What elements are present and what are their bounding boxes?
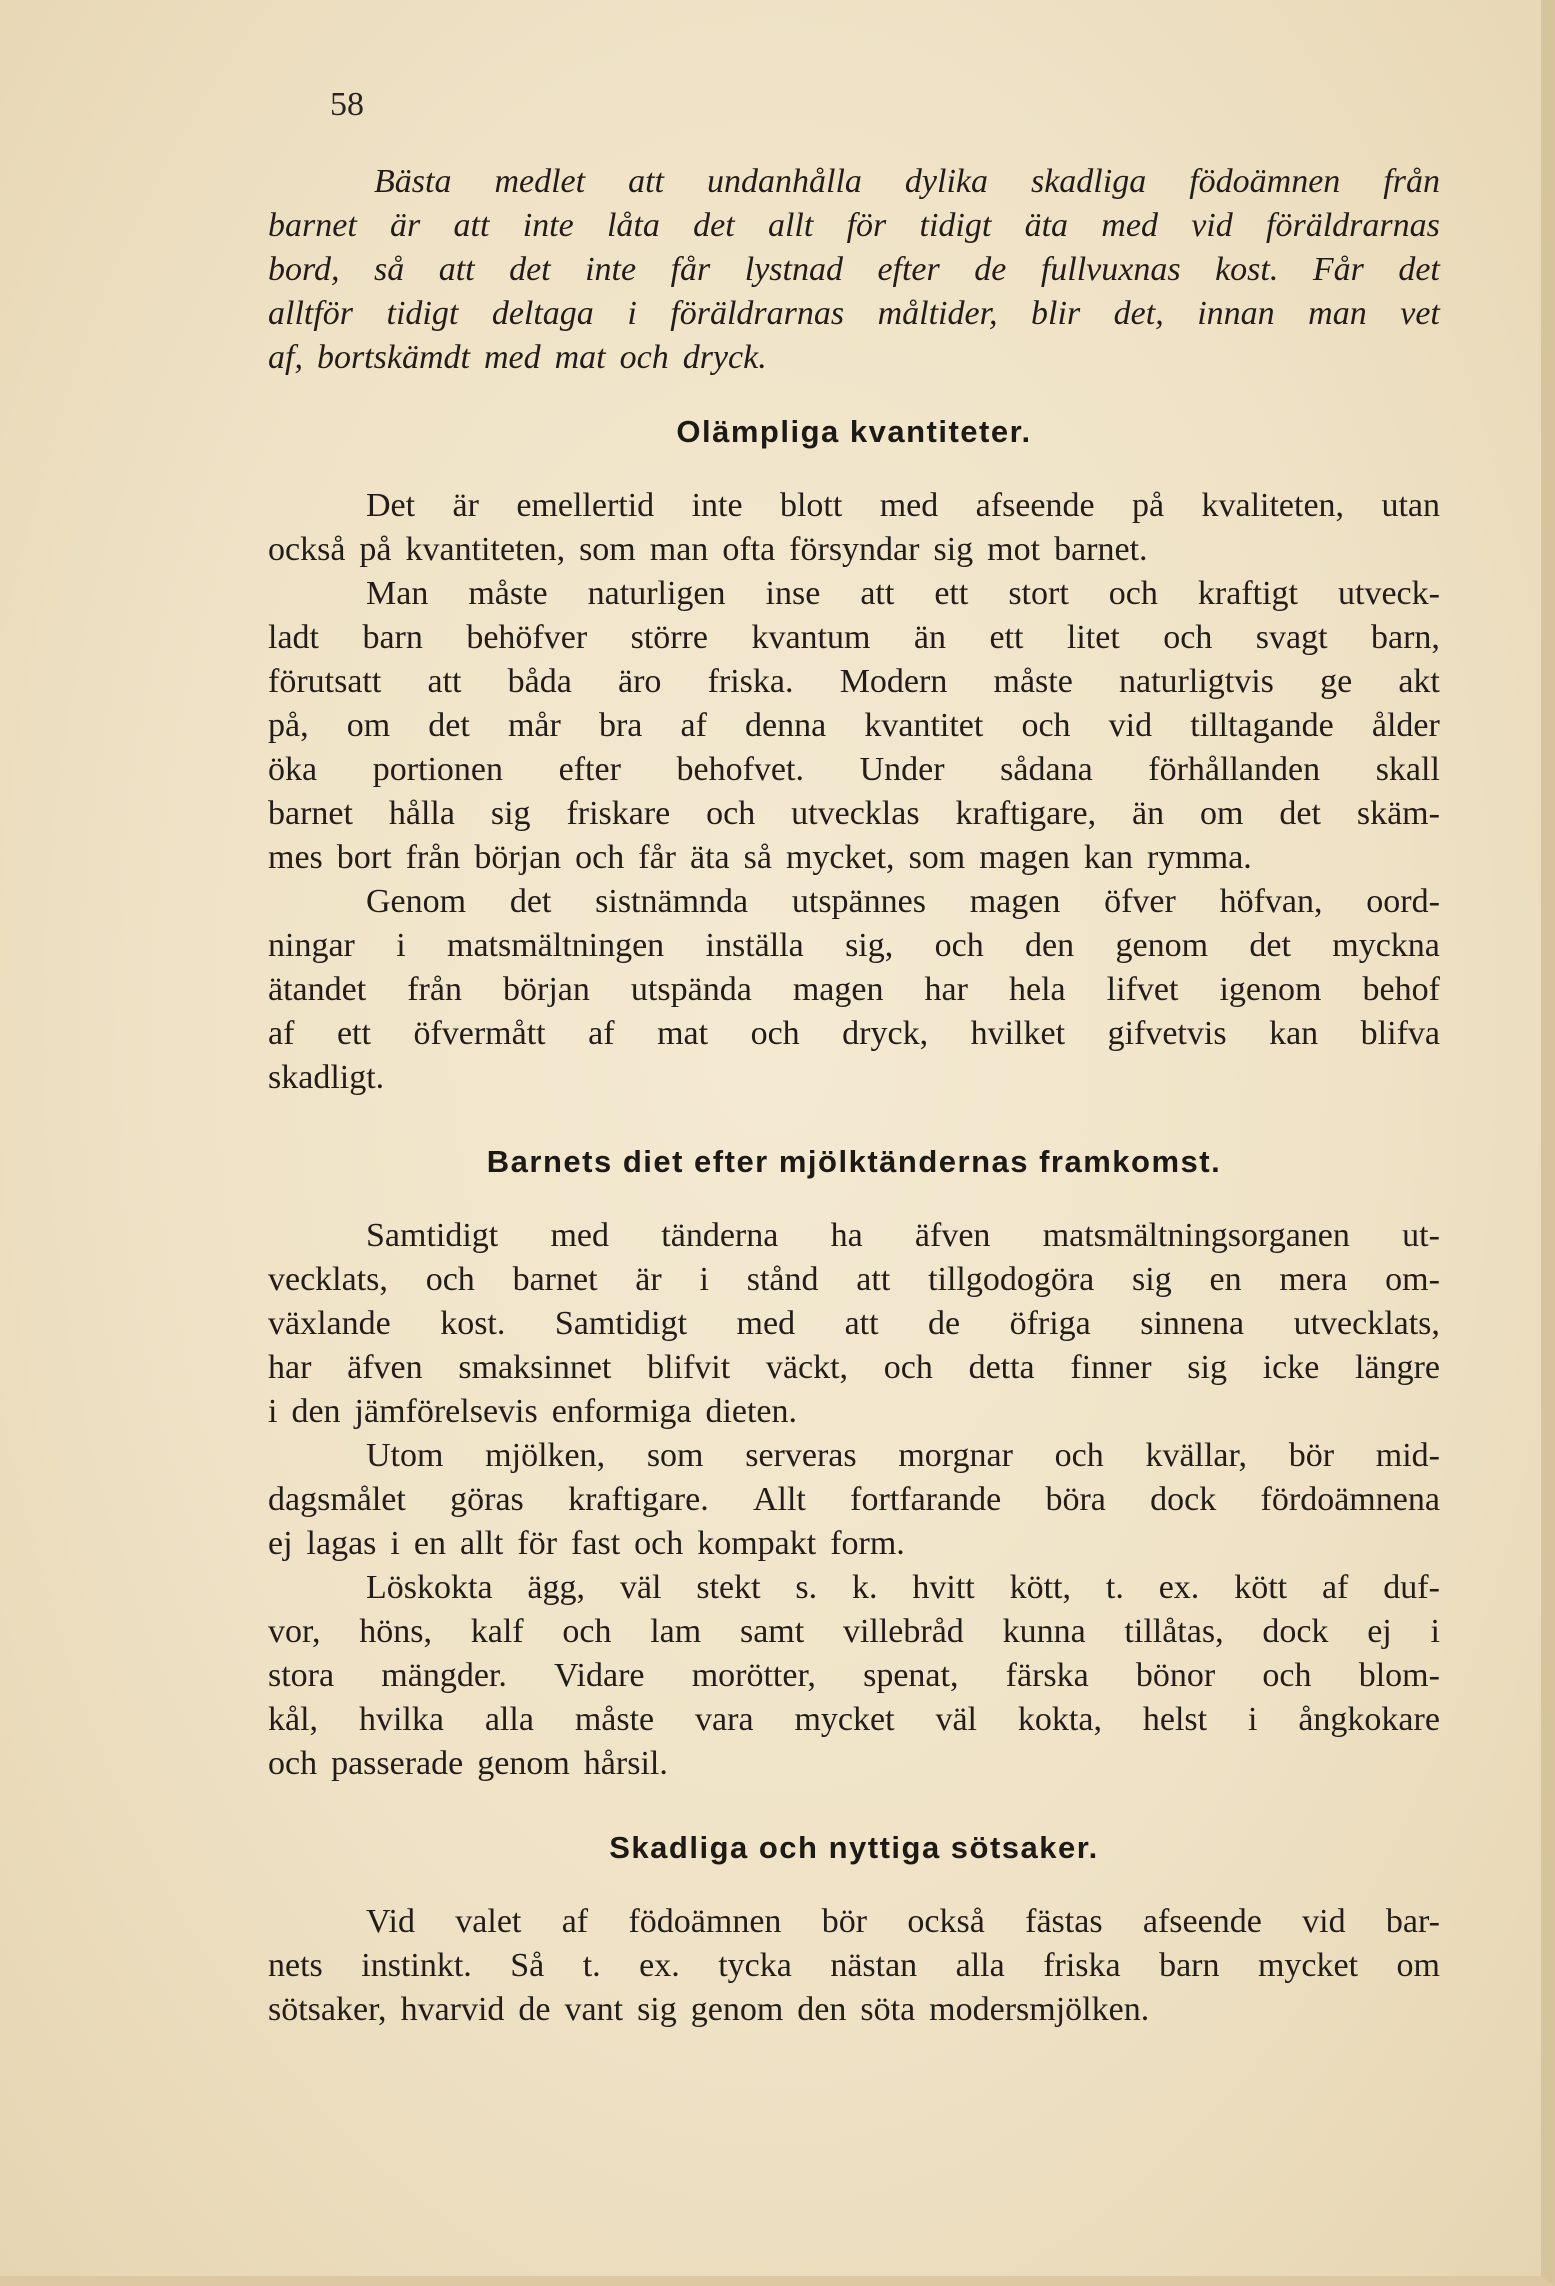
text-line: bord, så att det inte får lystnad efter de fullvuxnas kost. Får det [268, 251, 1440, 288]
text-line: och passerade genom hårsil. [268, 1745, 668, 1782]
text-line: nets instinkt. Så t. ex. tycka nästan alla friska barn mycket om [268, 1947, 1440, 1984]
text-line: förutsatt att båda äro friska. Modern måste naturligtvis ge akt [268, 663, 1440, 700]
page-number: 58 [330, 86, 364, 123]
text-line: barnet är att inte låta det allt för tidigt äta med vid föräldrarnas [268, 207, 1440, 244]
page-text [268, 160, 1440, 2032]
paragraph [268, 1214, 1440, 1434]
text-line: ej lagas i en allt för fast och kompakt form. [268, 1525, 905, 1562]
text-line: mes bort från början och får äta så mycket, som magen kan rymma. [268, 839, 1252, 876]
text-line: ladt barn behöfver större kvantum än ett litet och svagt barn, [268, 619, 1440, 656]
paragraph [268, 880, 1440, 1100]
paragraph [268, 484, 1440, 572]
text-line: stora mängder. Vidare morötter, spenat, färska bönor och blom- [268, 1657, 1440, 1694]
text-line: Det är emellertid inte blott med afseende på kvaliteten, utan [366, 487, 1440, 524]
text-line: öka portionen efter behofvet. Under sådana förhållanden skall [268, 751, 1440, 788]
text-line: kål, hvilka alla måste vara mycket väl kokta, helst i ångkokare [268, 1701, 1440, 1738]
text-line: växlande kost. Samtidigt med att de öfriga sinnena utvecklats, [268, 1305, 1440, 1342]
text-line: af, bortskämdt med mat och dryck. [268, 339, 767, 376]
text-line: Genom det sistnämnda utspännes magen öfver höfvan, oord- [366, 883, 1440, 920]
paragraph [268, 1566, 1440, 1786]
text-line: skadligt. [268, 1059, 385, 1096]
paragraph [268, 1900, 1440, 2032]
text-line: sötsaker, hvarvid de vant sig genom den söta modersmjölken. [268, 1991, 1150, 2028]
text-line: af ett öfvermått af mat och dryck, hvilket gifvetvis kan blifva [268, 1015, 1440, 1052]
section-heading: Olämpliga kvantiteter. [676, 414, 1032, 449]
text-line: vor, höns, kalf och lam samt villebråd kunna tillåtas, dock ej i [268, 1613, 1440, 1650]
text-line: Man måste naturligen inse att ett stort och kraftigt utveck- [366, 575, 1440, 612]
text-line: Bästa medlet att undanhålla dylika skadliga födoämnen från [374, 163, 1440, 200]
text-line: ningar i matsmältningen inställa sig, och den genom det myckna [268, 927, 1440, 964]
text-line: dagsmålet göras kraftigare. Allt fortfarande böra dock fördoämnena [268, 1481, 1440, 1518]
paragraph [268, 1434, 1440, 1566]
text-line: ätandet från början utspända magen har hela lifvet igenom behof [268, 971, 1440, 1008]
text-line: på, om det mår bra af denna kvantitet och vid tilltagande ålder [268, 707, 1440, 744]
text-line: Utom mjölken, som serveras morgnar och kvällar, bör mid- [366, 1437, 1440, 1474]
text-line: Samtidigt med tänderna ha äfven matsmältningsorganen ut- [366, 1217, 1440, 1254]
text-line: barnet hålla sig friskare och utvecklas kraftigare, än om det skäm- [268, 795, 1440, 832]
text-line: också på kvantiteten, som man ofta försyndar sig mot barnet. [268, 531, 1148, 568]
section-heading: Barnets diet efter mjölktändernas framkomst. [486, 1144, 1222, 1179]
text-line: Löskokta ägg, väl stekt s. k. hvitt kött, t. ex. kött af duf- [366, 1569, 1440, 1606]
paragraph [268, 572, 1440, 880]
text-line: vecklats, och barnet är i stånd att tillgodogöra sig en mera om- [268, 1261, 1440, 1298]
text-line: alltför tidigt deltaga i föräldrarnas måltider, blir det, innan man vet [268, 295, 1440, 332]
intro-paragraph [268, 160, 1440, 380]
text-line: Vid valet af födoämnen bör också fästas afseende vid bar- [366, 1903, 1440, 1940]
text-line: har äfven smaksinnet blifvit väckt, och detta finner sig icke längre [268, 1349, 1440, 1386]
section-heading: Skadliga och nyttiga sötsaker. [609, 1830, 1099, 1865]
text-line: i den jämförelsevis enformiga dieten. [268, 1393, 798, 1430]
